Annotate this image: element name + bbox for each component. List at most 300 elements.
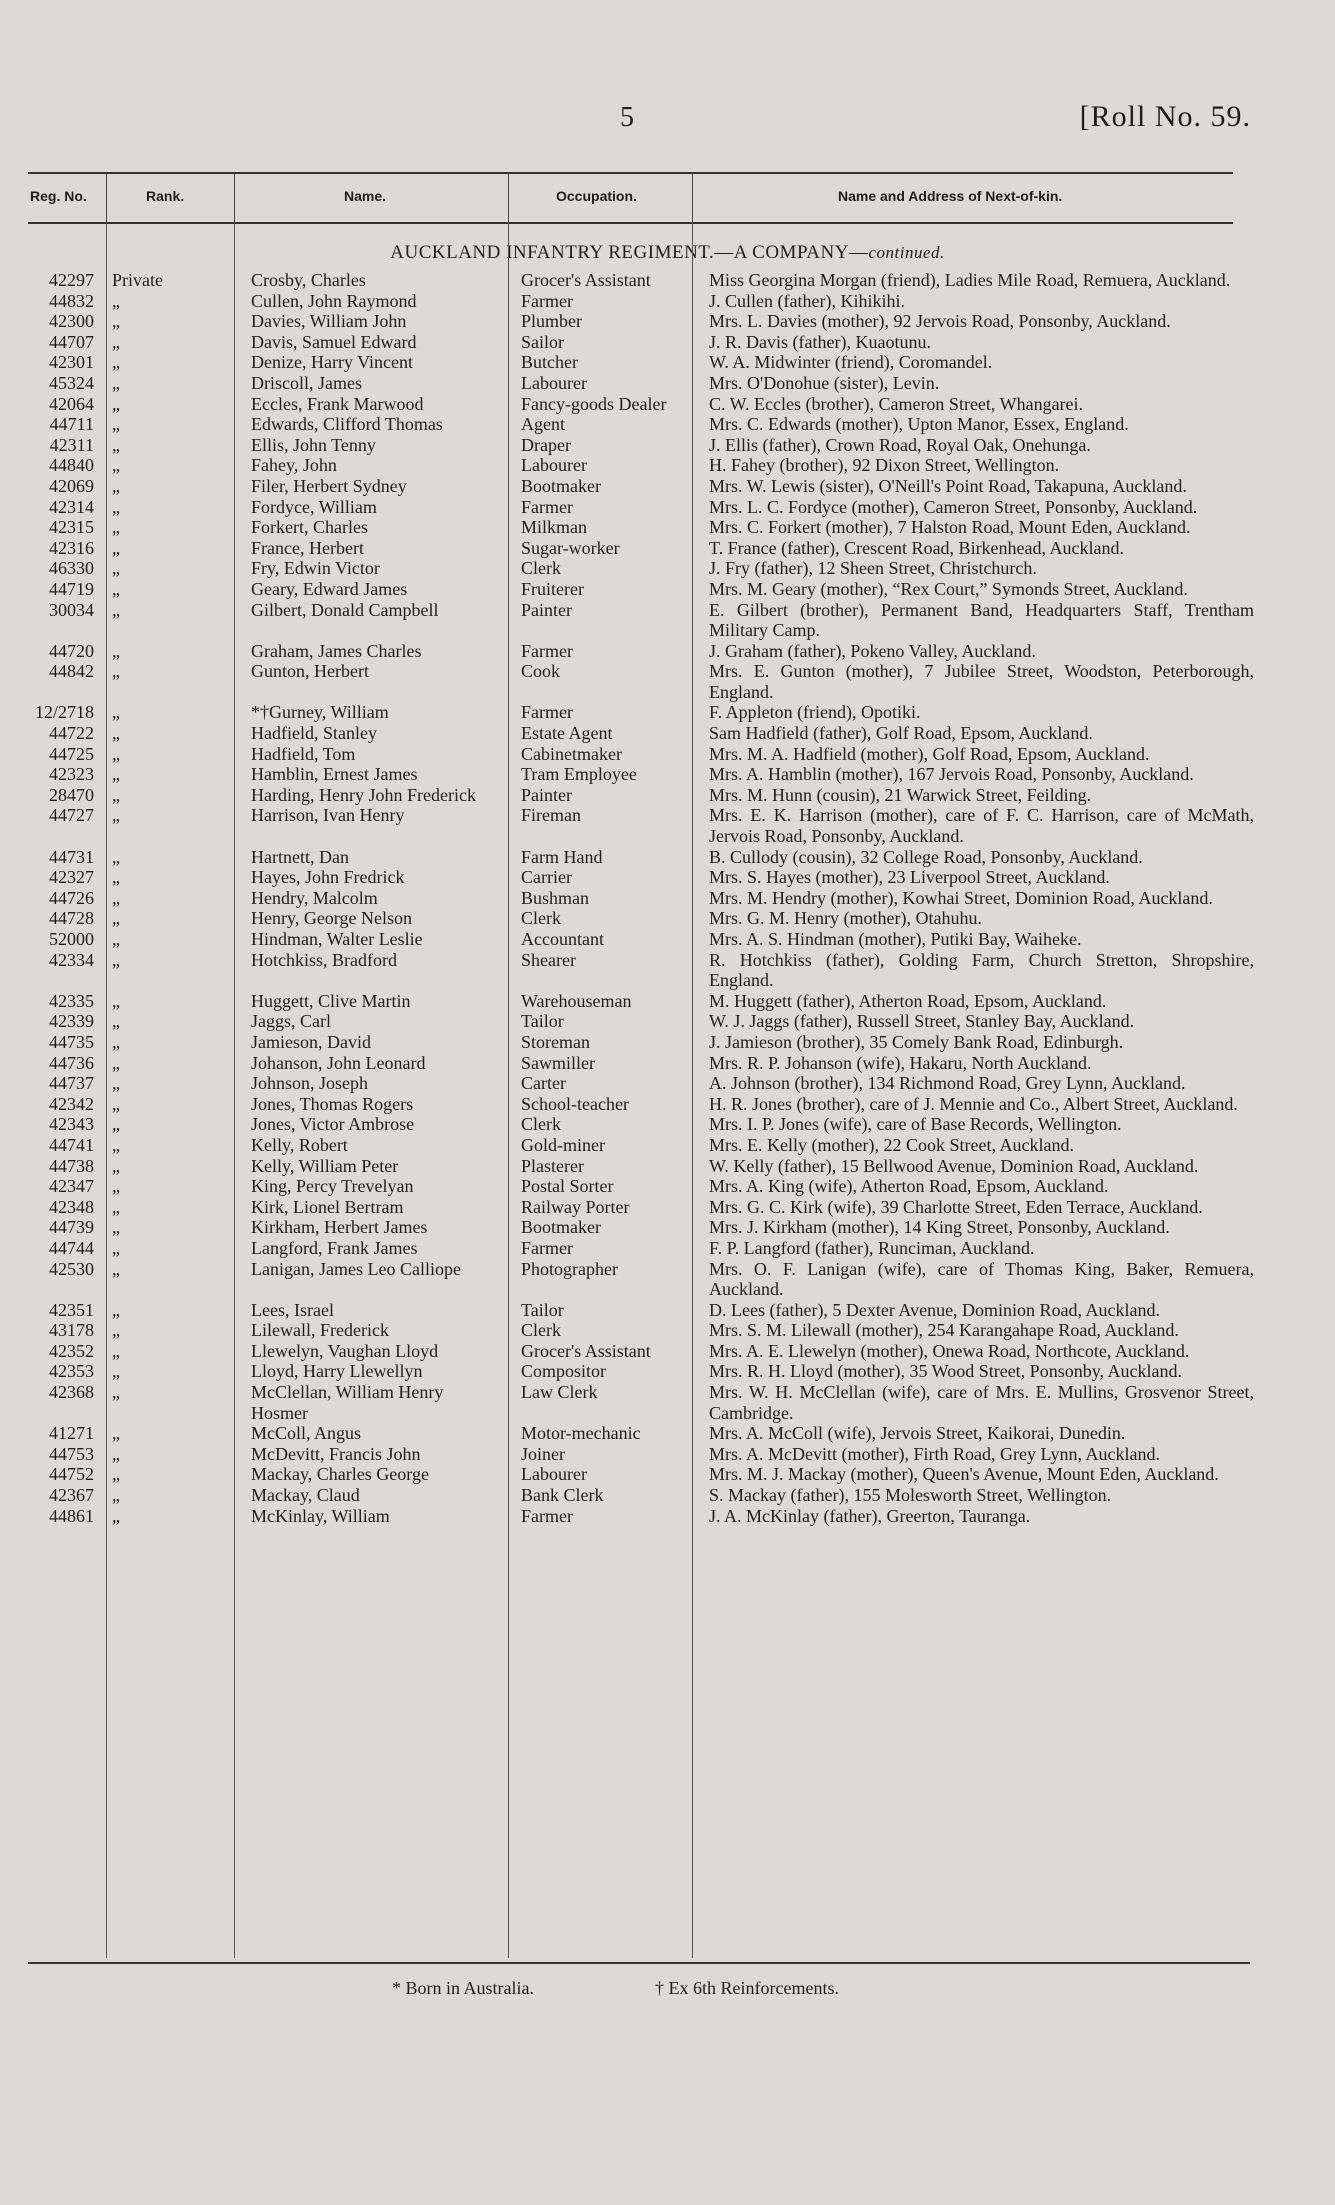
table-row — [0, 579, 1335, 600]
reg-number: 44752 — [49, 1464, 94, 1485]
soldier-name: Harrison, Ivan Henry — [251, 805, 405, 826]
soldier-name: Fry, Edwin Victor — [251, 558, 380, 579]
table-row — [0, 950, 1335, 991]
reg-number: 44720 — [49, 640, 94, 661]
soldier-name: King, Percy Trevelyan — [251, 1176, 414, 1197]
reg-number: 42311 — [49, 434, 94, 455]
occupation: School-teacher — [521, 1093, 629, 1114]
next-of-kin: Mrs. C. Forkert (mother), 7 Halston Road, Mount Eden, Auckland. — [709, 517, 1191, 538]
next-of-kin: E. Gilbert (brother), Permanent Band, Headquarters Staff, Trentham Military Camp. — [709, 599, 1254, 641]
next-of-kin: H. Fahey (brother), 92 Dixon Street, Wellington. — [709, 455, 1060, 476]
next-of-kin: Mrs. S. Hayes (mother), 23 Liverpool Street, Auckland. — [709, 867, 1110, 888]
page-number: 5 — [620, 102, 634, 133]
table-row — [0, 1114, 1335, 1135]
table-row — [0, 1320, 1335, 1341]
rank: „ — [112, 311, 120, 332]
next-of-kin: T. France (father), Crescent Road, Birkenhead, Auckland. — [709, 537, 1125, 558]
table-row — [0, 888, 1335, 909]
next-of-kin: J. Cullen (father), Kihikihi. — [709, 290, 905, 311]
soldier-name: Davies, William John — [251, 311, 407, 332]
reg-number: 44861 — [49, 1505, 94, 1526]
reg-number: 43178 — [49, 1320, 94, 1341]
section-title-text: AUCKLAND INFANTRY REGIMENT.—A COMPANY— — [390, 242, 869, 263]
table-row — [0, 805, 1335, 846]
next-of-kin: Mrs. W. H. McClellan (wife), care of Mrs. E. Mullins, Grosvenor Street, Cambridge. — [709, 1382, 1254, 1423]
soldier-name: Mackay, Claud — [251, 1485, 360, 1506]
table-row — [0, 517, 1335, 538]
next-of-kin: Mrs. A. Hamblin (mother), 167 Jervois Road, Ponsonby, Auckland. — [709, 764, 1194, 785]
soldier-name: Jones, Thomas Rogers — [251, 1093, 414, 1114]
soldier-name: McColl, Angus — [251, 1423, 362, 1444]
roll-number: [Roll No. 59. — [1079, 100, 1251, 133]
bottom-rule — [28, 1962, 1250, 1964]
table-row — [0, 1217, 1335, 1238]
next-of-kin: M. Huggett (father), Atherton Road, Epsom, Auckland. — [709, 990, 1107, 1011]
occupation: Farmer — [521, 290, 573, 311]
occupation: Grocer's Assistant — [521, 270, 651, 290]
reg-number: 42064 — [49, 393, 94, 414]
next-of-kin: J. Fry (father), 12 Sheen Street, Christchurch. — [709, 558, 1037, 579]
table-row — [0, 414, 1335, 435]
rank: „ — [112, 1505, 120, 1526]
rank: „ — [112, 990, 120, 1011]
table-row — [0, 291, 1335, 312]
reg-number: 44711 — [49, 414, 94, 435]
reg-number: 44722 — [49, 723, 94, 744]
reg-number: 42352 — [49, 1340, 94, 1361]
next-of-kin: W. Kelly (father), 15 Bellwood Avenue, Dominion Road, Auckland. — [709, 1155, 1199, 1176]
soldier-name: Johnson, Joseph — [251, 1073, 369, 1094]
next-of-kin: Mrs. J. Kirkham (mother), 14 King Street, Ponsonby, Auckland. — [709, 1217, 1170, 1238]
footnote-born-australia: * Born in Australia. — [392, 1978, 534, 1998]
table-row — [0, 455, 1335, 476]
reg-number: 42339 — [49, 1011, 94, 1032]
table-row — [0, 1073, 1335, 1094]
reg-number: 42314 — [49, 496, 94, 517]
occupation: Railway Porter — [521, 1196, 630, 1217]
rank: „ — [112, 1073, 120, 1094]
soldier-name: Cullen, John Raymond — [251, 290, 417, 311]
reg-number: 44840 — [49, 455, 94, 476]
table-row — [0, 1423, 1335, 1444]
next-of-kin: Mrs. R. H. Lloyd (mother), 35 Wood Street, Ponsonby, Auckland. — [709, 1361, 1183, 1382]
table-row — [0, 1300, 1335, 1321]
reg-number: 52000 — [49, 929, 94, 949]
table-row — [0, 538, 1335, 559]
rank: „ — [112, 1217, 120, 1238]
table-row — [0, 332, 1335, 353]
next-of-kin: Mrs. E. Kelly (mother), 22 Cook Street, Auckland. — [709, 1134, 1074, 1155]
table-row — [0, 1259, 1335, 1300]
next-of-kin: Mrs. O'Donohue (sister), Levin. — [709, 372, 940, 393]
occupation: Motor-mechanic — [521, 1423, 641, 1444]
table-row — [0, 1444, 1335, 1465]
reg-number: 28470 — [49, 784, 94, 805]
next-of-kin: B. Cullody (cousin), 32 College Road, Ponsonby, Auckland. — [709, 846, 1143, 867]
header-next-of-kin: Name and Address of Next-of-kin. — [838, 188, 1063, 204]
table-row — [0, 1361, 1335, 1382]
soldier-name: Henry, George Nelson — [251, 908, 412, 929]
soldier-name: McKinlay, William — [251, 1505, 390, 1526]
soldier-name: Kirkham, Herbert James — [251, 1217, 428, 1238]
table-row — [0, 1053, 1335, 1074]
rank: „ — [112, 1464, 120, 1485]
reg-number: 44842 — [49, 661, 94, 682]
occupation: Farmer — [521, 1505, 573, 1526]
rank: „ — [112, 372, 120, 393]
roll-table-body — [0, 270, 1335, 1526]
reg-number: 44736 — [49, 1052, 94, 1073]
reg-number: 44832 — [49, 290, 94, 311]
occupation: Gold-miner — [521, 1134, 605, 1155]
occupation: Sugar-worker — [521, 537, 620, 558]
next-of-kin: R. Hotchkiss (father), Golding Farm, Church Stretton, Shropshire, England. — [709, 949, 1254, 991]
next-of-kin: Mrs. A. E. Llewelyn (mother), Onewa Road, Northcote, Auckland. — [709, 1340, 1190, 1361]
next-of-kin: J. Jamieson (brother), 35 Comely Bank Road, Edinburgh. — [709, 1031, 1124, 1052]
table-row — [0, 1341, 1335, 1362]
rank: „ — [112, 723, 120, 744]
soldier-name: Driscoll, James — [251, 372, 362, 393]
reg-number: 42301 — [49, 352, 94, 373]
next-of-kin: Mrs. E. K. Harrison (mother), care of F. C. Harrison, care of McMath, Jervois Road, Ponsonby, Auckland. — [709, 805, 1254, 847]
soldier-name: Ellis, John Tenny — [251, 434, 376, 455]
rank: „ — [112, 846, 120, 867]
occupation: Clerk — [521, 558, 561, 579]
occupation: Estate Agent — [521, 723, 613, 744]
rank: „ — [112, 290, 120, 311]
occupation: Compositor — [521, 1361, 607, 1382]
reg-number: 30034 — [49, 599, 94, 620]
occupation: Labourer — [521, 372, 587, 393]
soldier-name: Lloyd, Harry Llewellyn — [251, 1361, 423, 1382]
occupation: Shearer — [521, 949, 576, 970]
table-row — [0, 702, 1335, 723]
table-row — [0, 435, 1335, 456]
soldier-name: Jamieson, David — [251, 1031, 371, 1052]
rank: „ — [112, 455, 120, 476]
reg-number: 44727 — [49, 805, 94, 826]
table-row — [0, 867, 1335, 888]
occupation: Bank Clerk — [521, 1485, 604, 1506]
occupation: Bootmaker — [521, 1217, 601, 1238]
occupation: Butcher — [521, 352, 578, 373]
table-row — [0, 270, 1335, 291]
soldier-name: Langford, Frank James — [251, 1237, 418, 1258]
next-of-kin: J. Graham (father), Pokeno Valley, Auckland. — [709, 640, 1036, 661]
soldier-name: Hartnett, Dan — [251, 846, 349, 867]
soldier-name: Hotchkiss, Bradford — [251, 949, 397, 970]
soldier-name: Davis, Samuel Edward — [251, 331, 417, 352]
soldier-name: Gunton, Herbert — [251, 661, 369, 682]
occupation: Labourer — [521, 1464, 587, 1485]
rank: „ — [112, 1176, 120, 1197]
next-of-kin: Mrs. A. McDevitt (mother), Firth Road, Grey Lynn, Auckland. — [709, 1443, 1160, 1464]
reg-number: 44728 — [49, 908, 94, 929]
occupation: Clerk — [521, 1320, 561, 1341]
next-of-kin: J. R. Davis (father), Kuaotunu. — [709, 331, 931, 352]
rank: „ — [112, 496, 120, 517]
next-of-kin: Mrs. G. C. Kirk (wife), 39 Charlotte Street, Eden Terrace, Auckland. — [709, 1196, 1203, 1217]
section-continued: continued. — [868, 243, 945, 262]
next-of-kin: Mrs. E. Gunton (mother), 7 Jubilee Street, Woodston, Peterborough, England. — [709, 661, 1254, 702]
reg-number: 44707 — [49, 331, 94, 352]
reg-number: 42069 — [49, 475, 94, 496]
next-of-kin: Mrs. C. Edwards (mother), Upton Manor, Essex, England. — [709, 414, 1129, 435]
table-row — [0, 600, 1335, 641]
reg-number: 44725 — [49, 743, 94, 764]
soldier-name: Crosby, Charles — [251, 270, 366, 290]
table-row — [0, 929, 1335, 950]
occupation: Plasterer — [521, 1155, 584, 1176]
soldier-name: Kirk, Lionel Bertram — [251, 1196, 404, 1217]
next-of-kin: Mrs. G. M. Henry (mother), Otahuhu. — [709, 908, 982, 929]
table-row — [0, 991, 1335, 1012]
section-title — [0, 242, 1335, 264]
soldier-name: Graham, James Charles — [251, 640, 422, 661]
next-of-kin: W. A. Midwinter (friend), Coromandel. — [709, 352, 993, 373]
rank: „ — [112, 640, 120, 661]
reg-number: 42342 — [49, 1093, 94, 1114]
occupation: Plumber — [521, 311, 582, 332]
table-row — [0, 785, 1335, 806]
reg-number: 42343 — [49, 1114, 94, 1135]
occupation: Fancy-goods Dealer — [521, 393, 667, 414]
soldier-name: Jaggs, Carl — [251, 1011, 331, 1032]
soldier-name: McDevitt, Francis John — [251, 1443, 421, 1464]
rank: „ — [112, 867, 120, 888]
rank: „ — [112, 599, 120, 620]
soldier-name: Johanson, John Leonard — [251, 1052, 426, 1073]
reg-number: 42316 — [49, 537, 94, 558]
rank: „ — [112, 558, 120, 579]
table-row — [0, 558, 1335, 579]
rank: „ — [112, 393, 120, 414]
rank: „ — [112, 1196, 120, 1217]
rank: „ — [112, 1093, 120, 1114]
rank: „ — [112, 805, 120, 826]
table-header — [28, 172, 1233, 224]
reg-number: 42368 — [49, 1382, 94, 1403]
soldier-name: Lilewall, Frederick — [251, 1320, 389, 1341]
occupation: Carrier — [521, 867, 572, 888]
soldier-name: France, Herbert — [251, 537, 364, 558]
occupation: Farmer — [521, 1237, 573, 1258]
table-row — [0, 1176, 1335, 1197]
header-reg-no: Reg. No. — [30, 188, 87, 204]
soldier-name: Gilbert, Donald Campbell — [251, 599, 439, 620]
soldier-name: Huggett, Clive Martin — [251, 990, 411, 1011]
reg-number: 42334 — [49, 949, 94, 970]
table-row — [0, 497, 1335, 518]
next-of-kin: Sam Hadfield (father), Golf Road, Epsom, Auckland. — [709, 723, 1093, 744]
header-occupation: Occupation. — [556, 188, 637, 204]
table-row — [0, 1197, 1335, 1218]
next-of-kin: Mrs. R. P. Johanson (wife), Hakaru, North Auckland. — [709, 1052, 1092, 1073]
occupation: Cabinetmaker — [521, 743, 622, 764]
reg-number: 42348 — [49, 1196, 94, 1217]
rank: „ — [112, 1114, 120, 1135]
rank: „ — [112, 517, 120, 538]
table-row — [0, 723, 1335, 744]
occupation: Labourer — [521, 455, 587, 476]
reg-number: 42297 — [49, 270, 94, 290]
next-of-kin: Mrs. M. J. Mackay (mother), Queen's Avenue, Mount Eden, Auckland. — [709, 1464, 1219, 1485]
reg-number: 42353 — [49, 1361, 94, 1382]
rank: „ — [112, 1382, 120, 1403]
reg-number: 42347 — [49, 1176, 94, 1197]
rank: „ — [112, 949, 120, 970]
reg-number: 44735 — [49, 1031, 94, 1052]
next-of-kin: Miss Georgina Morgan (friend), Ladies Mile Road, Remuera, Auckland. — [709, 270, 1231, 290]
table-row — [0, 744, 1335, 765]
occupation: Sawmiller — [521, 1052, 595, 1073]
next-of-kin: J. A. McKinlay (father), Greerton, Tauranga. — [709, 1505, 1031, 1526]
soldier-name: Hamblin, Ernest James — [251, 764, 418, 785]
occupation: Agent — [521, 414, 565, 435]
rank: „ — [112, 352, 120, 373]
table-row — [0, 1156, 1335, 1177]
reg-number: 42315 — [49, 517, 94, 538]
occupation: Clerk — [521, 908, 561, 929]
next-of-kin: S. Mackay (father), 155 Molesworth Street, Wellington. — [709, 1485, 1112, 1506]
soldier-name: Llewelyn, Vaughan Lloyd — [251, 1340, 439, 1361]
rank: „ — [112, 1011, 120, 1032]
occupation: Clerk — [521, 1114, 561, 1135]
reg-number: 44737 — [49, 1073, 94, 1094]
next-of-kin: F. Appleton (friend), Opotiki. — [709, 702, 921, 723]
soldier-name: Geary, Edward James — [251, 578, 408, 599]
table-row — [0, 1094, 1335, 1115]
reg-number: 42351 — [49, 1299, 94, 1320]
soldier-name: Fahey, John — [251, 455, 337, 476]
occupation: Fireman — [521, 805, 581, 826]
soldier-name: *†Gurney, William — [251, 702, 389, 723]
next-of-kin: D. Lees (father), 5 Dexter Avenue, Dominion Road, Auckland. — [709, 1299, 1161, 1320]
rank: „ — [112, 887, 120, 908]
next-of-kin: Mrs. A. S. Hindman (mother), Putiki Bay, Waiheke. — [709, 929, 1082, 949]
rank: „ — [112, 1031, 120, 1052]
soldier-name: Filer, Herbert Sydney — [251, 475, 407, 496]
next-of-kin: Mrs. I. P. Jones (wife), care of Base Records, Wellington. — [709, 1114, 1122, 1135]
next-of-kin: Mrs. S. M. Lilewall (mother), 254 Karangahape Road, Auckland. — [709, 1320, 1179, 1341]
rank: „ — [112, 1134, 120, 1155]
next-of-kin: W. J. Jaggs (father), Russell Street, Stanley Bay, Auckland. — [709, 1011, 1135, 1032]
occupation: Bootmaker — [521, 475, 601, 496]
table-row — [0, 1238, 1335, 1259]
soldier-name: Hayes, John Fredrick — [251, 867, 405, 888]
next-of-kin: Mrs. M. Hunn (cousin), 21 Warwick Street, Feilding. — [709, 784, 1092, 805]
occupation: Carter — [521, 1073, 566, 1094]
next-of-kin: F. P. Langford (father), Runciman, Auckland. — [709, 1237, 1035, 1258]
table-row — [0, 311, 1335, 332]
header-name: Name. — [344, 188, 387, 204]
next-of-kin: A. Johnson (brother), 134 Richmond Road, Grey Lynn, Auckland. — [709, 1073, 1186, 1094]
footnote-ex-reinforcements: † Ex 6th Reinforcements. — [655, 1978, 839, 1998]
reg-number: 44726 — [49, 887, 94, 908]
rank: „ — [112, 784, 120, 805]
table-row — [0, 1011, 1335, 1032]
occupation: Postal Sorter — [521, 1176, 614, 1197]
occupation: Tram Employee — [521, 764, 637, 785]
occupation: Warehouseman — [521, 990, 632, 1011]
reg-number: 42335 — [49, 990, 94, 1011]
table-row — [0, 373, 1335, 394]
occupation: Painter — [521, 599, 572, 620]
next-of-kin: Mrs. O. F. Lanigan (wife), care of Thomas King, Baker, Remuera, Auckland. — [709, 1258, 1254, 1300]
next-of-kin: Mrs. W. Lewis (sister), O'Neill's Point Road, Takapuna, Auckland. — [709, 475, 1187, 496]
occupation: Bushman — [521, 887, 590, 908]
reg-number: 42367 — [49, 1485, 94, 1506]
soldier-name: Hadfield, Tom — [251, 743, 356, 764]
table-row — [0, 661, 1335, 702]
soldier-name: Lanigan, James Leo Calliope — [251, 1258, 461, 1279]
table-row — [0, 1135, 1335, 1156]
rank: „ — [112, 414, 120, 435]
rank: „ — [112, 1361, 120, 1382]
occupation: Fruiterer — [521, 578, 584, 599]
reg-number: 44753 — [49, 1443, 94, 1464]
reg-number: 44741 — [49, 1134, 94, 1155]
next-of-kin: H. R. Jones (brother), care of J. Mennie and Co., Albert Street, Auckland. — [709, 1093, 1238, 1114]
rank: „ — [112, 908, 120, 929]
reg-number: 44739 — [49, 1217, 94, 1238]
rank: „ — [112, 1485, 120, 1506]
occupation: Milkman — [521, 517, 587, 538]
rank: „ — [112, 1155, 120, 1176]
soldier-name: Fordyce, William — [251, 496, 377, 517]
next-of-kin: Mrs. M. Hendry (mother), Kowhai Street, Dominion Road, Auckland. — [709, 887, 1213, 908]
reg-number: 44744 — [49, 1237, 94, 1258]
rank: „ — [112, 1237, 120, 1258]
rank: Private — [112, 270, 163, 290]
rank: „ — [112, 578, 120, 599]
next-of-kin: Mrs. L. C. Fordyce (mother), Cameron Street, Ponsonby, Auckland. — [709, 496, 1198, 517]
occupation: Farmer — [521, 496, 573, 517]
occupation: Painter — [521, 784, 572, 805]
occupation: Grocer's Assistant — [521, 1340, 651, 1361]
soldier-name: Hendry, Malcolm — [251, 887, 378, 908]
rank: „ — [112, 1423, 120, 1444]
occupation: Tailor — [521, 1299, 564, 1320]
rank: „ — [112, 434, 120, 455]
rank: „ — [112, 702, 120, 723]
next-of-kin: Mrs. A. King (wife), Atherton Road, Epsom, Auckland. — [709, 1176, 1109, 1197]
soldier-name: Jones, Victor Ambrose — [251, 1114, 415, 1135]
occupation: Draper — [521, 434, 571, 455]
soldier-name: Kelly, William Peter — [251, 1155, 399, 1176]
occupation: Photographer — [521, 1258, 618, 1279]
table-row — [0, 1485, 1335, 1506]
reg-number: 12/2718 — [34, 702, 94, 723]
occupation: Storeman — [521, 1031, 590, 1052]
rank: „ — [112, 475, 120, 496]
reg-number: 42530 — [49, 1258, 94, 1279]
table-row — [0, 908, 1335, 929]
soldier-name: Edwards, Clifford Thomas — [251, 414, 443, 435]
occupation: Farmer — [521, 702, 573, 723]
rank: „ — [112, 764, 120, 785]
occupation: Law Clerk — [521, 1382, 598, 1403]
rank: „ — [112, 661, 120, 682]
rank: „ — [112, 1320, 120, 1341]
soldier-name: McClellan, William Henry Hosmer — [251, 1382, 444, 1423]
next-of-kin: Mrs. M. A. Hadfield (mother), Golf Road, Epsom, Auckland. — [709, 743, 1150, 764]
soldier-name: Harding, Henry John Frederick — [251, 784, 476, 805]
soldier-name: Hadfield, Stanley — [251, 723, 377, 744]
rank: „ — [112, 1340, 120, 1361]
rank: „ — [112, 1443, 120, 1464]
header-rank: Rank. — [146, 188, 185, 204]
